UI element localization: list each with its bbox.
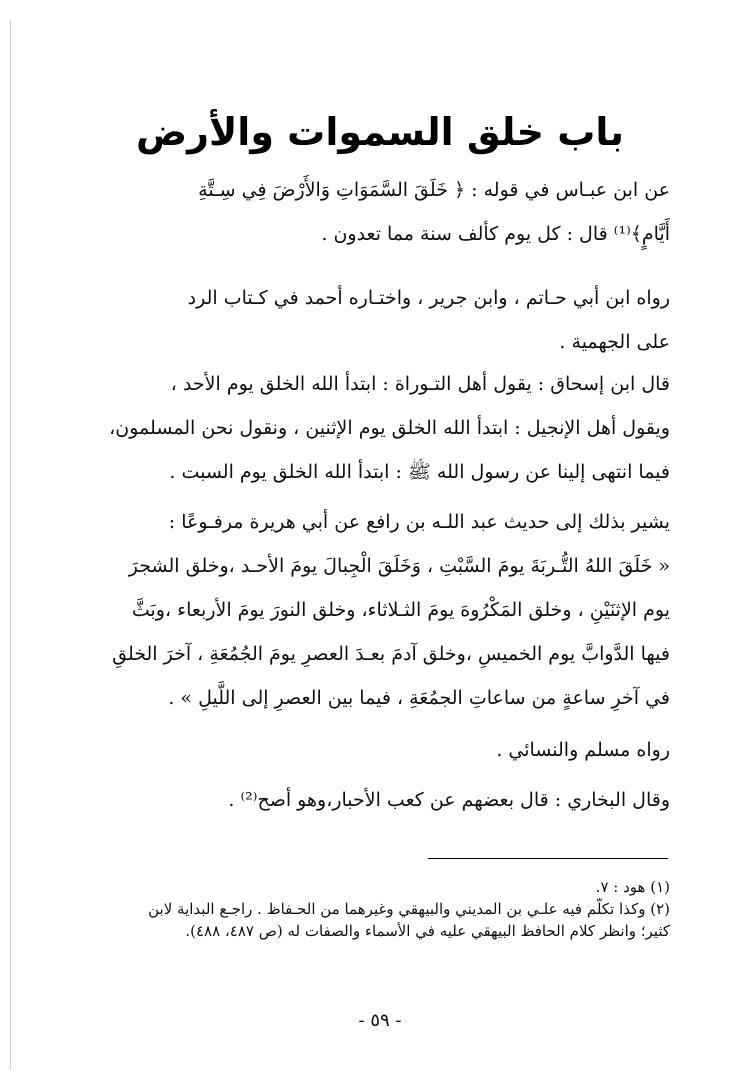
- paragraph-line: أَيَّامٍ﴾⁽¹⁾ قال : كل يوم كألف سنة مما تعدون .: [321, 223, 670, 245]
- paragraph-line: وقال البخاري : قال بعضهم عن كعب الأحبار،وهو أصح⁽²⁾ .: [228, 789, 670, 811]
- footnote-separator: [428, 858, 668, 859]
- paragraph-line: قال ابن إسحاق : يقول أهل التـوراة : ابتدأ الله الخلق يوم الأحد ،: [170, 373, 670, 395]
- paragraph-1: [100, 168, 670, 256]
- paragraph-2: [100, 276, 670, 364]
- paragraph-line: « خَلَقَ اللهُ التُّـربَةَ يومَ السَّبْتِ ، وَخَلَقَ الْجِبالَ يومَ الأحـد ،وخلق الشجرَ: [128, 555, 670, 577]
- chapter-title: باب خلق السموات والأرض: [136, 110, 624, 154]
- footnote-line: كثير؛ وانظر كلام الحافظ البيهقي عليه في الأسماء والصفات له (ص ٤٨٧، ٤٨٨).: [185, 922, 670, 940]
- footnote-line: (١) هود : ٧.: [595, 878, 670, 896]
- paragraph-4: [100, 500, 670, 720]
- paragraph-line: رواه ابن أبي حـاتم ، وابن جرير ، واختـاره أحمد في كـتاب الرد: [187, 287, 670, 309]
- scan-edge-line: [10, 20, 11, 1070]
- paragraph-line: يوم الإثنَيْنِ ، وخلق المَكْرُوهَ يومَ الثـلاثاء، وخلق النورَ يومَ الأربعاء ،وبَثَّ: [131, 599, 670, 621]
- paragraph-line: عن ابن عبـاس في قوله : ﴿ خَلَقَ السَّمَوَاتِ وَالأَرْضَ فِي سِـتَّةِ: [198, 179, 670, 201]
- paragraph-line: في آخرِ ساعةٍ من ساعاتِ الجمُعَةِ ، فيما بين العصرِ إلى اللَّيلِ » .: [168, 687, 670, 709]
- footnote-line: (٢) وكذا تكلّم فيه علـي بن المديني والبيهقي وغيرهما من الحـفاظ . راجـع البداية لابن: [148, 900, 670, 918]
- paragraph-line: على الجهمية .: [559, 331, 670, 353]
- paragraph-5: [100, 728, 670, 772]
- page-number: - ٥٩ -: [358, 1010, 402, 1031]
- paragraph-line: ويقول أهل الإنجيل : ابتدأ الله الخلق يوم الإثنين ، ونقول نحن المسلمون،: [109, 417, 670, 439]
- paragraph-line: يشير بذلك إلى حديث عبد اللـه بن رافع عن أبي هريرة مرفـوعًا :: [168, 511, 670, 533]
- paragraph-6: [100, 778, 670, 822]
- paragraph-line: فيما انتهى إلينا عن رسول الله ﷺ : ابتدأ الله الخلق يوم السبت .: [169, 461, 670, 483]
- paragraph-line: رواه مسلم والنسائي .: [496, 739, 670, 761]
- paragraph-3: [100, 362, 670, 494]
- footnotes: [100, 876, 670, 942]
- paragraph-line: فيها الدَّوابَّ يوم الخميسِ ،وخلق آدمَ بعـدَ العصرِ يومَ الجُمُعَةِ ، آخرَ الخلقِ: [112, 643, 670, 665]
